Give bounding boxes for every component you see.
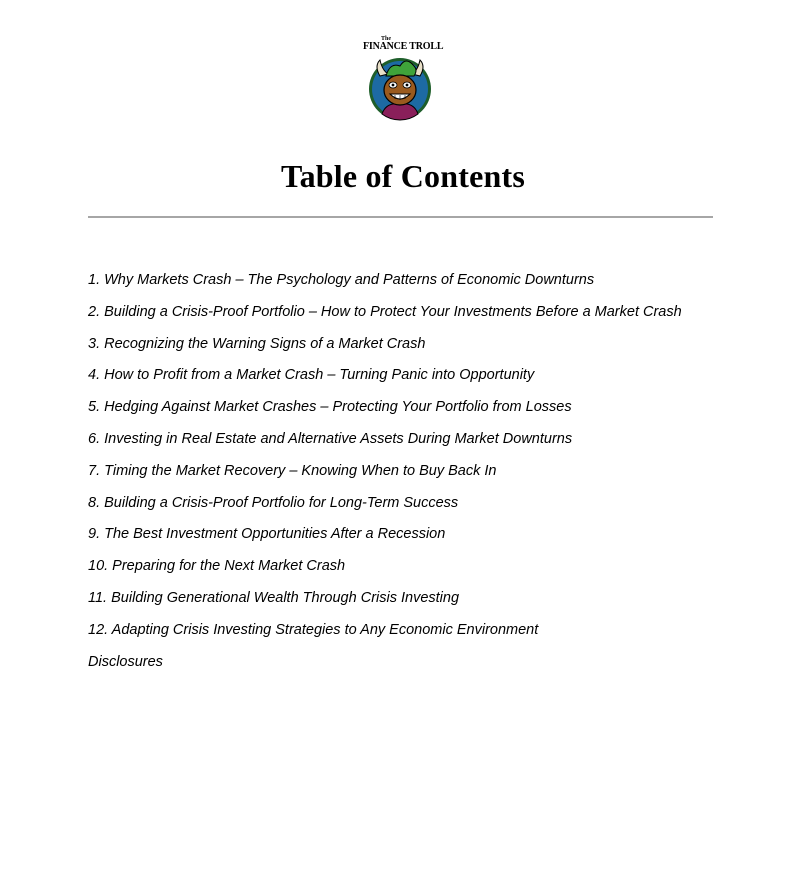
title-divider [88, 216, 713, 218]
toc-item-6[interactable]: 6. Investing in Real Estate and Alternative Assets During Market Downturns [88, 430, 573, 447]
logo-main-text: FINANCE TROLL [363, 41, 444, 52]
toc-item-8[interactable]: 8. Building a Crisis-Proof Portfolio for Long-Term Success [88, 494, 459, 511]
toc-item-2[interactable]: 2. Building a Crisis-Proof Portfolio – How to Protect Your Investments Before a Market Crash [88, 303, 682, 320]
toc-item-7[interactable]: 7. Timing the Market Recovery – Knowing When to Buy Back In [88, 462, 497, 479]
troll-mascot-icon [366, 52, 434, 122]
table-of-contents [88, 270, 728, 683]
page-title: Table of Contents [280, 158, 526, 194]
toc-item-disclosures[interactable]: Disclosures [88, 653, 163, 670]
toc-item-4[interactable]: 4. How to Profit from a Market Crash – Turning Panic into Opportunity [88, 367, 535, 384]
logo-wordmark [363, 36, 444, 52]
toc-item-11[interactable]: 11. Building Generational Wealth Through Crisis Investing [88, 589, 460, 606]
toc-item-9[interactable]: 9. The Best Investment Opportunities After a Recession [88, 526, 446, 543]
toc-item-12[interactable]: 12. Adapting Crisis Investing Strategies to Any Economic Environment [88, 621, 539, 638]
toc-item-5[interactable]: 5. Hedging Against Market Crashes – Protecting Your Portfolio from Losses [88, 399, 572, 416]
toc-item-10[interactable]: 10. Preparing for the Next Market Crash [88, 558, 346, 575]
logo-small-text: The [380, 36, 391, 42]
finance-troll-logo [363, 36, 444, 122]
troll-suit [382, 104, 418, 120]
toc-item-1[interactable]: 1. Why Markets Crash – The Psychology and Patterns of Economic Downturns [88, 272, 595, 288]
troll-face [384, 75, 416, 105]
toc-item-3[interactable]: 3. Recognizing the Warning Signs of a Market Crash [88, 335, 426, 352]
